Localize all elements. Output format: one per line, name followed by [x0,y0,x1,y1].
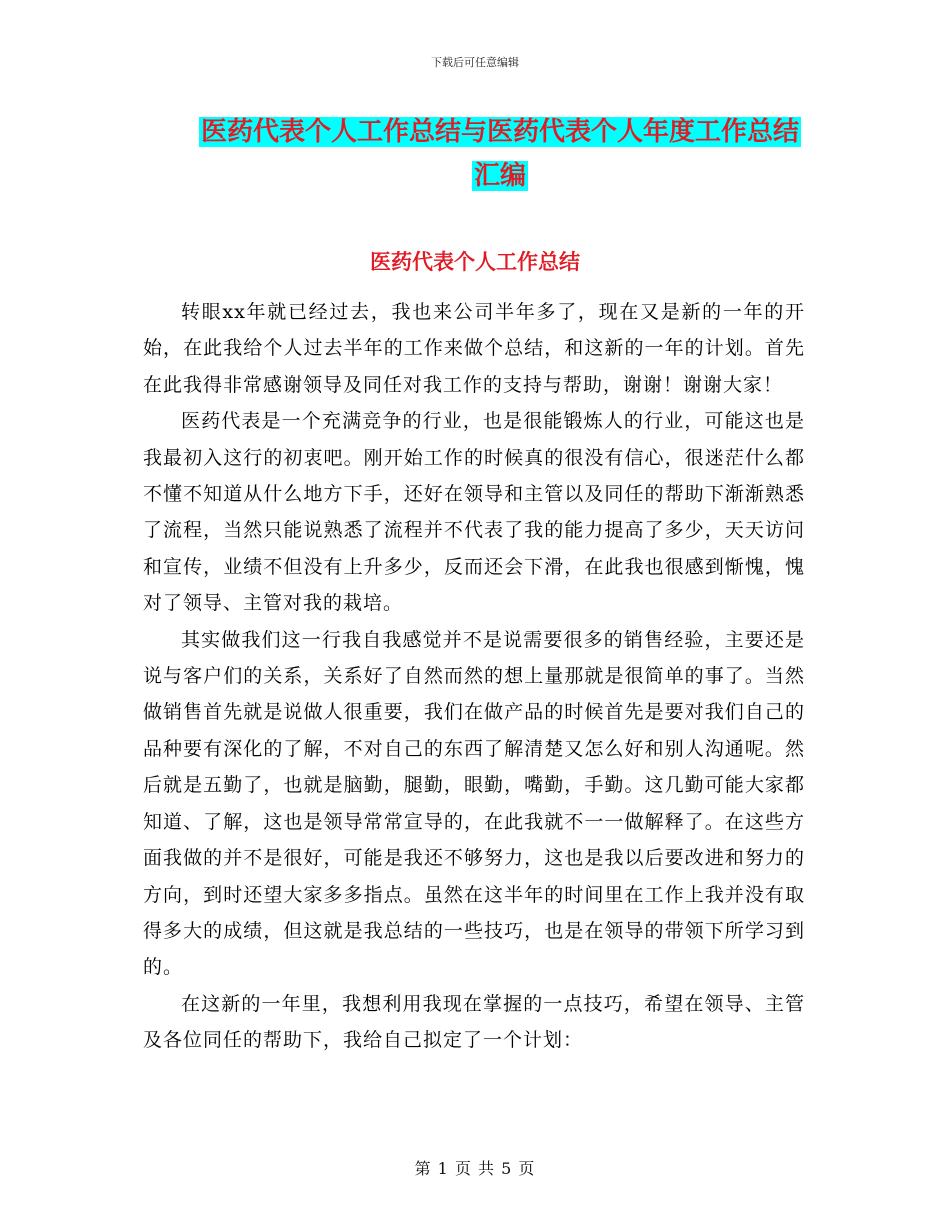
paragraph: 在这新的一年里，我想利用我现在掌握的一点技巧，希望在领导、主管及各位同任的帮助下，我给自己拟定了一个计划： [143,992,805,1052]
paragraph: 转眼xx年就已经过去，我也来公司半年多了，现在又是新的一年的开始，在此我给个人过去半年的工作来做个总结，和这新的一年的计划。首先在此我得非常感谢领导及同任对我工作的支持与帮助，谢谢！谢谢大家！ [143,301,805,396]
paragraph: 其实做我们这一行我自我感觉并不是说需要很多的销售经验，主要还是说与客户们的关系，关系好了自然而然的想上量那就是很简单的事了。当然做销售首先就是说做人很重要，我们在做产品的时候首先是要对我们自己的品种要有深化的了解，不对自己的东西了解清楚又怎么好和别人沟通呢。然后就是五勤了，也就是脑勤，腿勤，眼勤，嘴勤，手勤。这几勤可能大家都知道、了解，这也是领导常常宣导的，在此我就不一一做解释了。在这些方面我做的并不是很好，可能是我还不够努力，这也是我以后要改进和努力的方向，到时还望大家多多指点。虽然在这半年的时间里在工作上我并没有取得多大的成绩，但这就是我总结的一些技巧，也是在领导的带领下所学习到的。 [143,628,805,979]
header-note: 下载后可任意编辑 [431,56,519,69]
page-indicator: 第 1 页 共 5 页 [414,1159,536,1178]
document-body [143,294,805,1059]
section-title: 医药代表个人工作总结 [370,249,580,274]
document-title-line2: 汇编 [473,161,526,191]
document-title-line1: 医药代表个人工作总结与医药代表个人年度工作总结 [200,117,799,147]
document-title [140,110,860,198]
paragraph: 医药代表是一个充满竞争的行业，也是很能锻炼人的行业，可能这也是我最初入这行的初衷吧。刚开始工作的时候真的很没有信心，很迷茫什么都不懂不知道从什么地方下手，还好在领导和主管以及同任的帮助下渐渐熟悉了流程，当然只能说熟悉了流程并不代表了我的能力提高了多少，天天访问和宣传，业绩不但没有上升多少，反而还会下滑，在此我也很感到惭愧，愧对了领导、主管对我的栽培。 [143,410,805,615]
